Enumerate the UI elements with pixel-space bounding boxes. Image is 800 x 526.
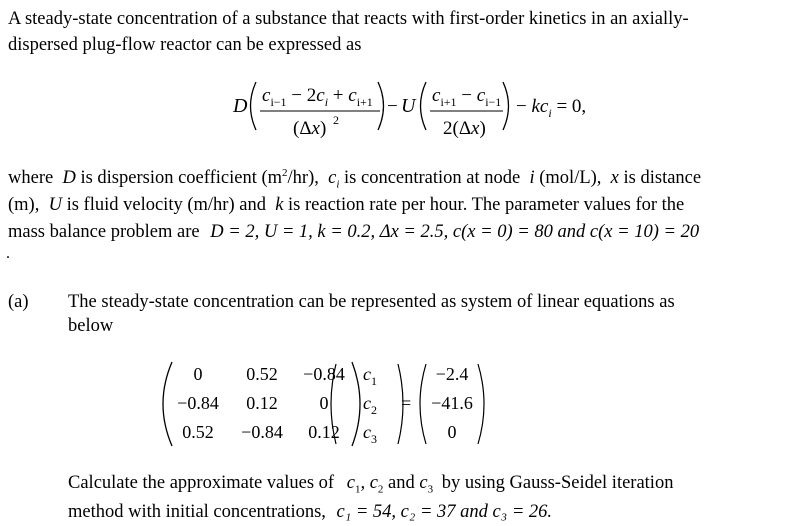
var-ci: $c_i$ (323, 168, 340, 191)
var-i: i (524, 168, 540, 189)
var-k: k (270, 195, 289, 215)
part-a-line-1: The steady-state concentration can be represented as system of linear equations as (68, 292, 675, 312)
where-text-2b: is fluid velocity (m/hr) and (66, 195, 266, 215)
calc-line-1 (68, 474, 673, 496)
coefficient-matrix (177, 364, 345, 442)
where-text-d: is concentration at node (344, 168, 521, 189)
superscript-2: 2 (282, 167, 288, 179)
where-text-e: (mol/L), (539, 168, 602, 189)
matrix-cell: 0.12 (308, 422, 340, 442)
svg-text:2: 2 (333, 113, 339, 127)
rhs-vector (431, 364, 473, 442)
unknowns-list: $c_1$, $c_2$ and $c_3$ (346, 473, 434, 496)
rhs-entry: −41.6 (431, 393, 473, 413)
where-text-3: mass balance problem are (8, 222, 200, 242)
calc-text-1-end: by using Gauss-Seidel iteration (441, 473, 674, 493)
matrix-cell: −0.84 (177, 393, 219, 413)
matrix-cell: 0 (193, 364, 203, 384)
calc-line-2 (68, 503, 552, 522)
svg-text:D: D (233, 95, 248, 117)
unknown-vector (363, 364, 377, 446)
unknown-entry: $c_1$ (363, 364, 377, 388)
where-text-b: is dispersion coefficient (m (80, 168, 283, 189)
calc-text-1: Calculate the approximate values of (68, 473, 335, 493)
matrix-cell: −0.84 (303, 364, 345, 384)
var-D: D (57, 168, 81, 189)
svg-text:U: U (401, 95, 416, 117)
equals-sign: = (401, 393, 412, 413)
var-U: U (43, 195, 67, 215)
rhs-entry: −2.4 (435, 364, 469, 384)
svg-text:ci+1 − ci−1: $c_{i+1} - c_{i-1}$ (432, 85, 502, 109)
initial-values: c₁ = 54, c₂ = 37 and c₃ = 26. (336, 502, 553, 522)
svg-text:ci−1 − 2ci + ci+1: $c_{i-1} - 2c_i + c_{i+1}$ (262, 85, 373, 109)
rhs-entry: 0 (447, 422, 457, 442)
svg-text:(Δx): (Δx) (293, 118, 327, 139)
unknown-entry: $c_3$ (363, 422, 377, 446)
svg-text:2(Δx): 2(Δx) (443, 118, 486, 139)
where-text-2c: is reaction rate per hour. The parameter values for the (288, 195, 685, 215)
stray-dot: . (6, 245, 10, 262)
where-word: where (8, 168, 54, 189)
intro-line-1: A steady-state concentration of a substance that reacts with first-order kinetics in an axially- (8, 9, 689, 29)
var-x: x (606, 168, 624, 189)
calc-text-2: method with initial concentrations, (68, 502, 326, 522)
where-text-2a: (m), (8, 195, 40, 215)
where-text-c: /hr), (287, 168, 319, 189)
matrix-cell: 0.12 (246, 393, 278, 413)
part-a-line-2: below (68, 316, 114, 336)
intro-line-2: dispersed plug-flow reactor can be expressed as (8, 35, 362, 55)
part-a-label: (a) (8, 292, 29, 312)
matrix-cell: 0.52 (246, 364, 278, 384)
where-text-f: is distance (623, 168, 702, 189)
svg-text:− kci = 0,: − $kc_i = 0$, (516, 96, 587, 120)
matrix-cell: 0.52 (182, 422, 214, 442)
matrix-cell: 0 (319, 393, 329, 413)
parameter-values: D = 2, U = 1, k = 0.2, Δx = 2.5, c(x = 0) = 80 and c(x = 10) = 20 (210, 222, 700, 242)
unknown-entry: $c_2$ (363, 393, 377, 417)
matrix-cell: −0.84 (241, 422, 283, 442)
svg-text:−: − (387, 96, 398, 117)
